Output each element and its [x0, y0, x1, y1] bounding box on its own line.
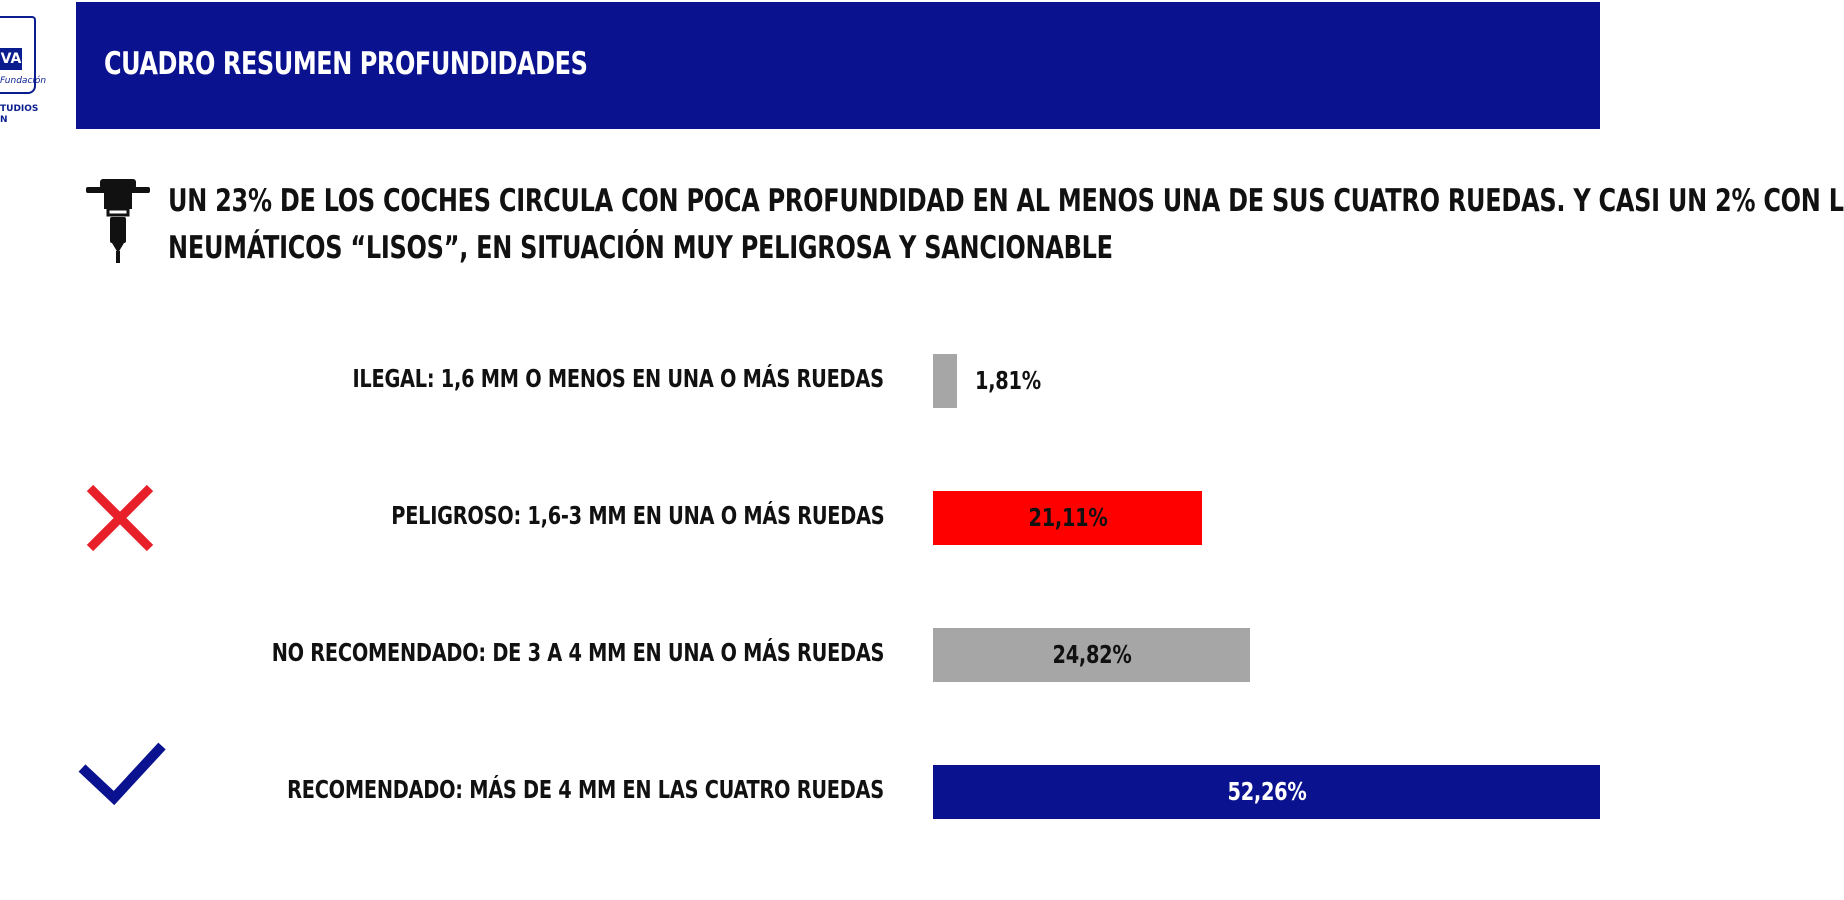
category-label: RECOMENDADO: MÁS DE 4 MM EN LAS CUATRO RUEDAS — [287, 775, 884, 804]
chart-row — [0, 765, 1600, 819]
category-label: NO RECOMENDADO: DE 3 A 4 MM EN UNA O MÁS RUEDAS — [271, 638, 884, 667]
logo-text-line1: TUDIOS — [0, 104, 39, 114]
value-label: 52,26% — [1226, 777, 1307, 806]
logo-shield — [0, 16, 47, 94]
logo-subtitle: Fundación — [0, 76, 47, 86]
chart-row — [0, 491, 1600, 545]
value-label: 1,81% — [975, 366, 1041, 395]
headline-line-1: UN 23% DE LOS COCHES CIRCULA CON POCA PROFUNDIDAD EN AL MENOS UNA DE SUS CUATRO RUEDAS. Y CASI UN 2% CON L — [168, 183, 1844, 219]
logo-mark: VA — [0, 48, 22, 70]
page-title: CUADRO RESUMEN PROFUNDIDADES — [104, 46, 588, 82]
value-label: 21,11% — [1027, 503, 1108, 532]
logo-text-line2: N — [0, 115, 8, 125]
category-label: ILEGAL: 1,6 MM O MENOS EN UNA O MÁS RUEDAS — [352, 364, 884, 393]
value-label: 24,82% — [1051, 640, 1132, 669]
logo — [0, 0, 74, 130]
headline-line-2: NEUMÁTICOS “LISOS”, EN SITUACIÓN MUY PELIGROSA Y SANCIONABLE — [168, 230, 1113, 266]
jackhammer-icon — [84, 177, 152, 265]
chart-row — [0, 628, 1600, 682]
bar — [933, 354, 957, 408]
logo-text — [0, 104, 38, 126]
chart-row — [0, 354, 1600, 408]
category-label: PELIGROSO: 1,6-3 MM EN UNA O MÁS RUEDAS — [390, 501, 884, 530]
headline — [168, 178, 1844, 272]
header-banner — [76, 2, 1600, 129]
